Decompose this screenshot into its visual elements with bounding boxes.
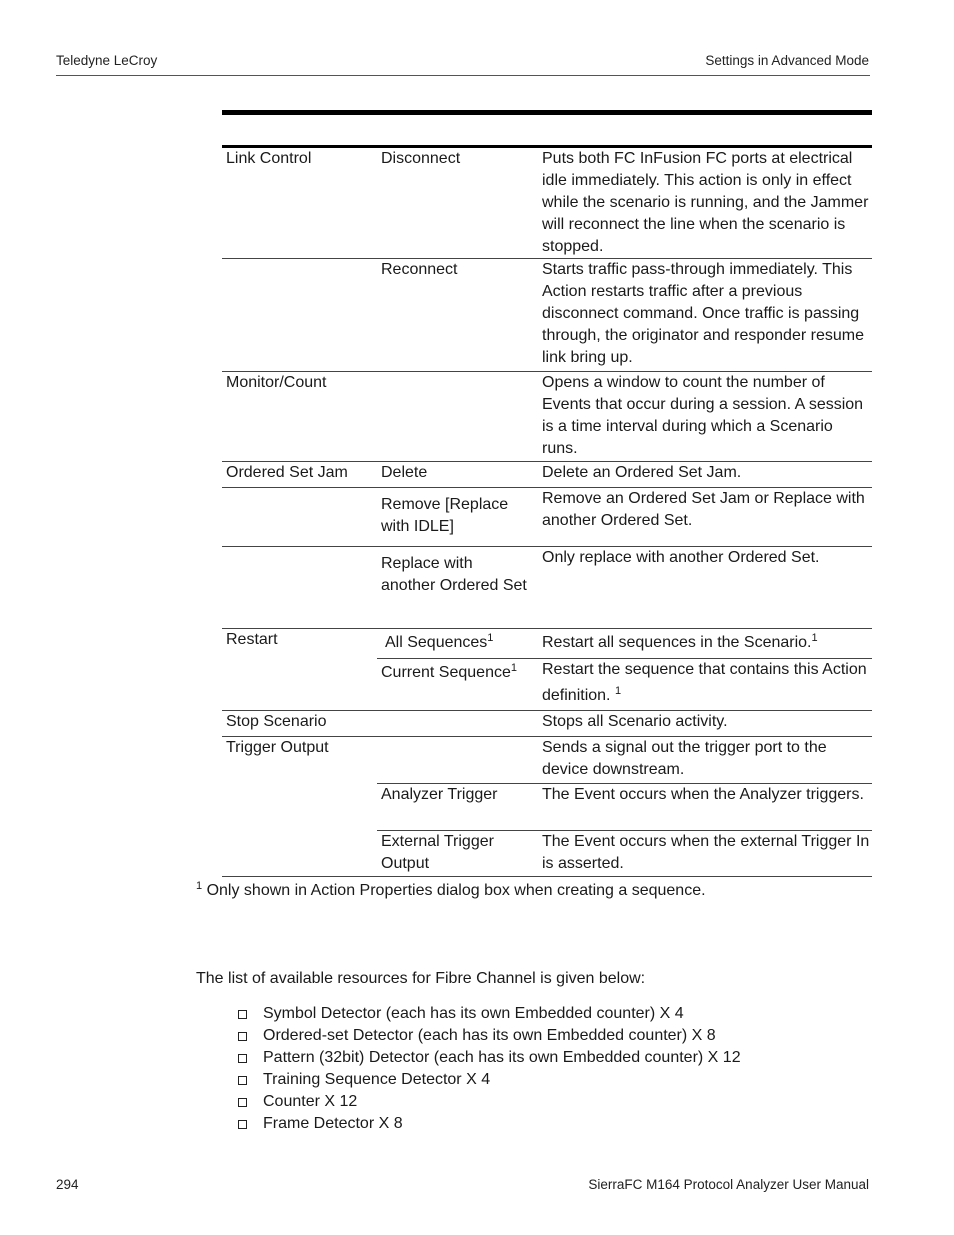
description-cell xyxy=(542,657,872,709)
list-item xyxy=(238,1003,741,1025)
description-cell: Delete an Ordered Set Jam. xyxy=(542,464,742,481)
action-cell: Ordered Set Jam xyxy=(226,464,348,481)
list-item xyxy=(238,1047,741,1069)
sub-action-cell: Delete xyxy=(381,464,428,481)
action-cell: Link Control xyxy=(226,150,312,167)
sub-action-cell xyxy=(381,662,531,684)
table-row-group xyxy=(222,737,872,877)
table-row xyxy=(222,547,872,629)
footnote-marker: 1 xyxy=(487,632,494,644)
table-row-group xyxy=(222,629,872,711)
table-row xyxy=(222,145,872,259)
list-item-text: Counter X 12 xyxy=(263,1093,358,1110)
list-item-text: Ordered-set Detector (each has its own Embedded counter) X 8 xyxy=(263,1027,716,1044)
page-number: 294 xyxy=(56,1177,79,1192)
description-cell: Starts traffic pass-through immediately. This Action restarts traffic after a previous disconnect command. Once traffic is passing through, the originator and responder resume link bring up. xyxy=(542,261,864,366)
header-left: Teledyne LeCroy xyxy=(56,53,158,68)
list-item xyxy=(238,1091,741,1113)
list-item xyxy=(238,1113,741,1135)
footnote-marker: 1 xyxy=(811,632,818,644)
description-cell: Remove an Ordered Set Jam or Replace with another Ordered Set. xyxy=(542,490,865,529)
action-cell: Trigger Output xyxy=(226,739,329,756)
sub-action-text: Current Sequence xyxy=(381,664,511,681)
list-item-text: Pattern (32bit) Detector (each has its own Embedded counter) X 12 xyxy=(263,1049,741,1066)
description-cell: The Event occurs when the Analyzer triggers. xyxy=(542,786,864,803)
description-cell: Opens a window to count the number of Events that occur during a session. A session is a time interval during which a Scenario runs. xyxy=(542,374,864,457)
checkbox-bullet-icon xyxy=(238,1076,247,1085)
table-row xyxy=(222,711,872,737)
description-cell: Stops all Scenario activity. xyxy=(542,713,728,730)
footnote-text: Only shown in Action Properties dialog box when creating a sequence. xyxy=(206,882,706,899)
footnote-marker: 1 xyxy=(614,685,622,697)
sub-action-cell: Disconnect xyxy=(381,150,461,167)
footnote-marker: 1 xyxy=(196,880,203,892)
table-row xyxy=(222,488,872,547)
checkbox-bullet-icon xyxy=(238,1098,247,1107)
table-row xyxy=(222,259,872,372)
resources-list xyxy=(238,1003,741,1135)
description-cell xyxy=(542,632,872,654)
list-item-text: Frame Detector X 8 xyxy=(263,1115,403,1132)
footnote-marker: 1 xyxy=(510,662,517,674)
header-divider xyxy=(56,75,870,76)
sub-action-cell: Analyzer Trigger xyxy=(381,786,498,803)
sub-action-cell xyxy=(385,632,535,654)
table-row xyxy=(222,462,872,488)
sub-action-cell: Replace with another Ordered Set xyxy=(381,555,527,594)
checkbox-bullet-icon xyxy=(238,1054,247,1063)
sub-action-cell: External Trigger Output xyxy=(381,833,494,872)
table-row xyxy=(222,372,872,462)
resources-intro: The list of available resources for Fibre Channel is given below: xyxy=(196,970,646,987)
checkbox-bullet-icon xyxy=(238,1120,247,1129)
list-item-text: Symbol Detector (each has its own Embedded counter) X 4 xyxy=(263,1005,684,1022)
table-footnote xyxy=(196,882,706,900)
footer-title: SierraFC M164 Protocol Analyzer User Manual xyxy=(588,1177,869,1192)
description-cell: The Event occurs when the external Trigger In is asserted. xyxy=(542,833,870,872)
description-text: Restart the sequence that contains this Action definition. xyxy=(542,661,867,704)
description-cell: Puts both FC InFusion FC ports at electrical idle immediately. This action is only in effect while the scenario is running, and the Jammer will reconnect the line when the scenario is stopped. xyxy=(542,150,869,255)
sub-action-text: All Sequences xyxy=(385,634,488,651)
list-item xyxy=(238,1069,741,1091)
action-cell: Restart xyxy=(226,631,278,648)
description-cell: Sends a signal out the trigger port to the device downstream. xyxy=(542,739,827,778)
description-text: Restart all sequences in the Scenario. xyxy=(542,634,812,651)
action-cell: Monitor/Count xyxy=(226,374,327,391)
list-item-text: Training Sequence Detector X 4 xyxy=(263,1071,491,1088)
action-cell: Stop Scenario xyxy=(226,713,327,730)
sub-action-cell: Remove [Replace with IDLE] xyxy=(381,496,509,535)
sub-action-cell: Reconnect xyxy=(381,261,458,278)
list-item xyxy=(238,1025,741,1047)
header-right: Settings in Advanced Mode xyxy=(705,53,869,68)
description-cell: Only replace with another Ordered Set. xyxy=(542,549,820,566)
checkbox-bullet-icon xyxy=(238,1010,247,1019)
table-top-bar xyxy=(222,110,872,115)
actions-table xyxy=(222,145,872,877)
checkbox-bullet-icon xyxy=(238,1032,247,1041)
